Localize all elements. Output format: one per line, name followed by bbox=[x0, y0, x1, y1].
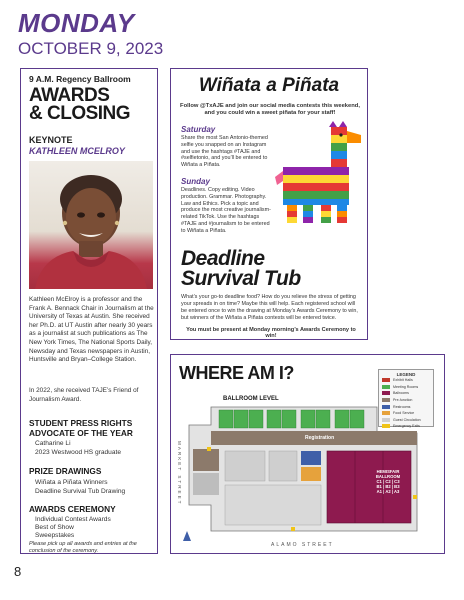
sunday-text: Deadlines. Copy editing. Video production. Grammar. Photography. Law and Ethics. Pick a topic and produce the most creative journalism-related TikTok. Use the hashtags #TAJE and #journalism to be entered to Wiñata a Piñata. bbox=[181, 187, 271, 234]
legend-swatch bbox=[382, 405, 390, 409]
section-heading-ceremony: AWARDS CEREMONY bbox=[29, 504, 116, 514]
section-item: Wiñata a Piñata Winners bbox=[35, 479, 108, 486]
deadline-title bbox=[181, 249, 301, 289]
legend-item bbox=[379, 377, 433, 384]
registration-label: Registration bbox=[305, 435, 335, 441]
saturday-label: Saturday bbox=[181, 125, 216, 134]
page-number: 8 bbox=[14, 564, 22, 579]
awards-title-line2: & CLOSING bbox=[29, 103, 131, 124]
market-street-label: MARKET STREET bbox=[177, 441, 182, 506]
section-item: Deadline Survival Tub Drawing bbox=[35, 488, 126, 495]
legend-label: Emergency Exits bbox=[393, 424, 420, 429]
legend-item bbox=[379, 403, 433, 410]
hemisfair-ballroom-label bbox=[371, 469, 405, 494]
pinata-title: Wiñata a Piñata bbox=[198, 75, 340, 96]
legend-swatch bbox=[382, 398, 390, 402]
alamo-street-label: ALAMO STREET bbox=[271, 542, 334, 548]
awards-panel bbox=[20, 68, 158, 554]
legend-swatch bbox=[382, 391, 390, 395]
sunday-label: Sunday bbox=[181, 177, 210, 186]
meeting-rooms bbox=[219, 410, 364, 428]
legend-swatch bbox=[382, 378, 390, 382]
saturday-text: Share the most San Antonio-themed selfie you snapped on an Instagram and use the hashtags #TAJE and #selfietonio, and you’ll be entered to Wiñata a Piñata. bbox=[181, 135, 268, 169]
deadline-title-line1: Deadline bbox=[181, 247, 265, 270]
hemisfair-line: B1 | B2 | B3 bbox=[376, 484, 400, 489]
section-heading-advocate: STUDENT PRESS RIGHTS ADVOCATE OF THE YEAR bbox=[29, 418, 133, 438]
legend-item bbox=[379, 410, 433, 417]
pickup-note: Please pick up all awards and entries at the conclusion of the ceremony. bbox=[29, 541, 137, 554]
legend-label: Pre-function bbox=[393, 398, 413, 403]
hemisfair-line: HEMISFAIR BALLROOM bbox=[375, 469, 401, 479]
legend-label: Ballrooms bbox=[393, 391, 409, 396]
section-item: Sweepstakes bbox=[35, 532, 75, 539]
keynote-photo bbox=[29, 161, 153, 289]
legend-label: Guest Circulation bbox=[393, 417, 421, 422]
legend-label: Food Service bbox=[393, 411, 415, 416]
legend-item bbox=[379, 423, 433, 430]
legend-swatch bbox=[382, 385, 390, 389]
legend-label: Restrooms bbox=[393, 404, 411, 409]
awards-title bbox=[29, 87, 157, 123]
legend-item bbox=[379, 390, 433, 397]
section-item: Best of Show bbox=[35, 524, 74, 531]
map-panel bbox=[170, 354, 445, 554]
pinata-intro: Follow @TxAJE and join our social media contests this weekend, and you could win a sweet piñata for your staff! bbox=[180, 103, 360, 116]
legend-item bbox=[379, 397, 433, 404]
event-time-location: 9 A.M. Regency Ballroom bbox=[29, 74, 131, 84]
deadline-text: What’s your go-to deadline food? How do you relieve the stress of getting your spreads in on time? Maybe this will help. Each registered school will be entered once to win the drawing at Monday’s Awards Ceremony to win, but winners of the Wiñata a Piñata contests will be entered twice. bbox=[181, 294, 358, 321]
map-legend bbox=[378, 369, 434, 427]
pinata-illustration bbox=[275, 121, 367, 233]
deadline-must-be-present: You must be present at Monday morning’s Awards Ceremony to win! bbox=[186, 327, 356, 339]
day-heading: MONDAY bbox=[18, 8, 135, 38]
pinata-panel bbox=[170, 68, 368, 340]
deadline-title-line2: Survival Tub bbox=[181, 267, 301, 290]
hemisfair-line: C1 | C2 | C3 bbox=[376, 479, 400, 484]
legend-title: LEGEND bbox=[396, 372, 416, 377]
legend-label: Meeting Rooms bbox=[393, 384, 419, 389]
section-item: 2023 Westwood HS graduate bbox=[35, 449, 122, 456]
legend-swatch bbox=[382, 411, 390, 415]
keynote-name: KATHLEEN MCELROY bbox=[29, 146, 125, 156]
legend-item bbox=[379, 417, 433, 424]
ballroom-level-label: BALLROOM LEVEL bbox=[223, 396, 279, 402]
keynote-honor: In 2022, she received TAJE’s Friend of Journalism Award. bbox=[29, 387, 139, 403]
section-item: Catharine Li bbox=[35, 440, 71, 447]
keynote-bio: Kathleen McElroy is a professor and the Frank A. Bennack Chair in Journalism at the University of Texas at Austin. She received her Ph.D. at UT Austin after nearly 30 years as a journalist at such publications as The New York Times, The National Sports Daily, Newsday and Texas newspapers in Austin, Huntsville and Bryan–College Station. bbox=[29, 296, 154, 364]
section-item: Individual Contest Awards bbox=[35, 516, 111, 523]
hemisfair-line: A1 | A2 | A3 bbox=[376, 489, 400, 494]
awards-title-line1: AWARDS bbox=[29, 85, 110, 106]
map-title: WHERE AM I? bbox=[179, 363, 294, 383]
legend-swatch bbox=[382, 418, 390, 422]
legend-label: Exhibit Halls bbox=[393, 378, 413, 383]
legend-item bbox=[379, 384, 433, 391]
keynote-label: KEYNOTE bbox=[29, 135, 73, 145]
legend-swatch bbox=[382, 424, 390, 428]
section-heading-prize: PRIZE DRAWINGS bbox=[29, 466, 102, 476]
date-heading: OCTOBER 9, 2023 bbox=[18, 39, 164, 58]
